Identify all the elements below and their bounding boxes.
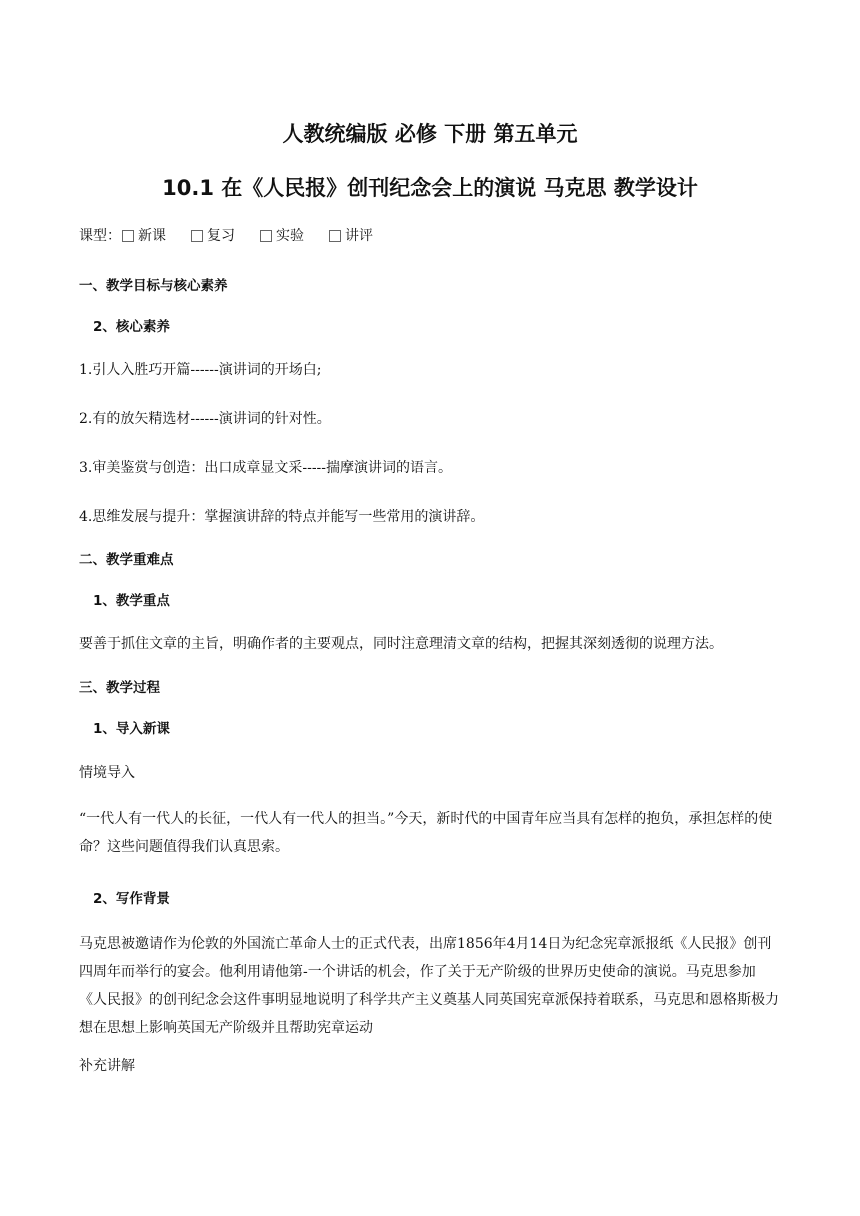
- checkbox-icon[interactable]: [122, 230, 134, 242]
- lesson-type-option-new[interactable]: [121, 226, 166, 246]
- lesson-title: 10.1 在《人民报》创刊纪念会上的演说 马克思 教学设计: [162, 176, 698, 200]
- section-heading-objectives: 一、教学目标与核心素养: [79, 278, 228, 294]
- lesson-type-option-experiment[interactable]: [259, 226, 304, 246]
- section-heading-key-points: 二、教学重难点: [79, 552, 174, 568]
- lesson-type-option-review[interactable]: [190, 226, 235, 246]
- list-item: 3.审美鉴赏与创造：出口成章显文采-----揣摩演讲词的语言。: [79, 460, 453, 476]
- subheading-background: 2、写作背景: [93, 891, 170, 907]
- list-item: 1.引人入胜巧开篇------演讲词的开场白;: [79, 362, 322, 378]
- option-label: 实验: [276, 228, 304, 244]
- intro-label: 情境导入: [79, 765, 135, 781]
- subheading-teaching-focus: 1、教学重点: [93, 593, 170, 609]
- option-label: 新课: [138, 228, 166, 244]
- section-heading-process: 三、教学过程: [79, 680, 160, 696]
- subheading-introduction: 1、导入新课: [93, 721, 170, 737]
- list-item: 4.思维发展与提升：掌握演讲辞的特点并能写一些常用的演讲辞。: [79, 509, 485, 525]
- list-item: 2.有的放矢精选材------演讲词的针对性。: [79, 411, 331, 427]
- paragraph-teaching-focus: 要善于抓住文章的主旨，明确作者的主要观点，同时注意理清文章的结构，把握其深刻透彻的说理方法。: [79, 636, 723, 652]
- option-label: 复习: [207, 228, 235, 244]
- document-title: 人教统编版 必修 下册 第五单元: [282, 122, 578, 146]
- option-label: 讲评: [345, 228, 373, 244]
- subheading-core-literacy: 2、核心素养: [93, 319, 170, 335]
- lesson-type-option-evaluation[interactable]: [328, 226, 373, 246]
- lesson-type-row: [79, 226, 781, 246]
- supplement-label: 补充讲解: [79, 1058, 135, 1074]
- paragraph-background: 马克思被邀请作为伦敦的外国流亡革命人士的正式代表，出席1856年4月14日为纪念宪章派报纸《人民报》创刊四周年而举行的宴会。他利用请他第-一个讲话的机会，作了关于无产阶级的世界历史使命的演说。马克思参加《人民报》的创刊纪念会这件事明显地说明了科学共产主义奠基人同英国宪章派保持着联系，马克思和恩格斯极力想在思想上影响英国无产阶级并且帮助宪章运动: [79, 936, 779, 1036]
- checkbox-icon[interactable]: [260, 230, 272, 242]
- checkbox-icon[interactable]: [191, 230, 203, 242]
- lesson-type-label: 课型：: [79, 228, 121, 244]
- checkbox-icon[interactable]: [329, 230, 341, 242]
- paragraph-intro: “一代人有一代人的长征，一代人有一代人的担当。”今天，新时代的中国青年应当具有怎样的抱负，承担怎样的使命？这些问题值得我们认真思索。: [79, 811, 773, 855]
